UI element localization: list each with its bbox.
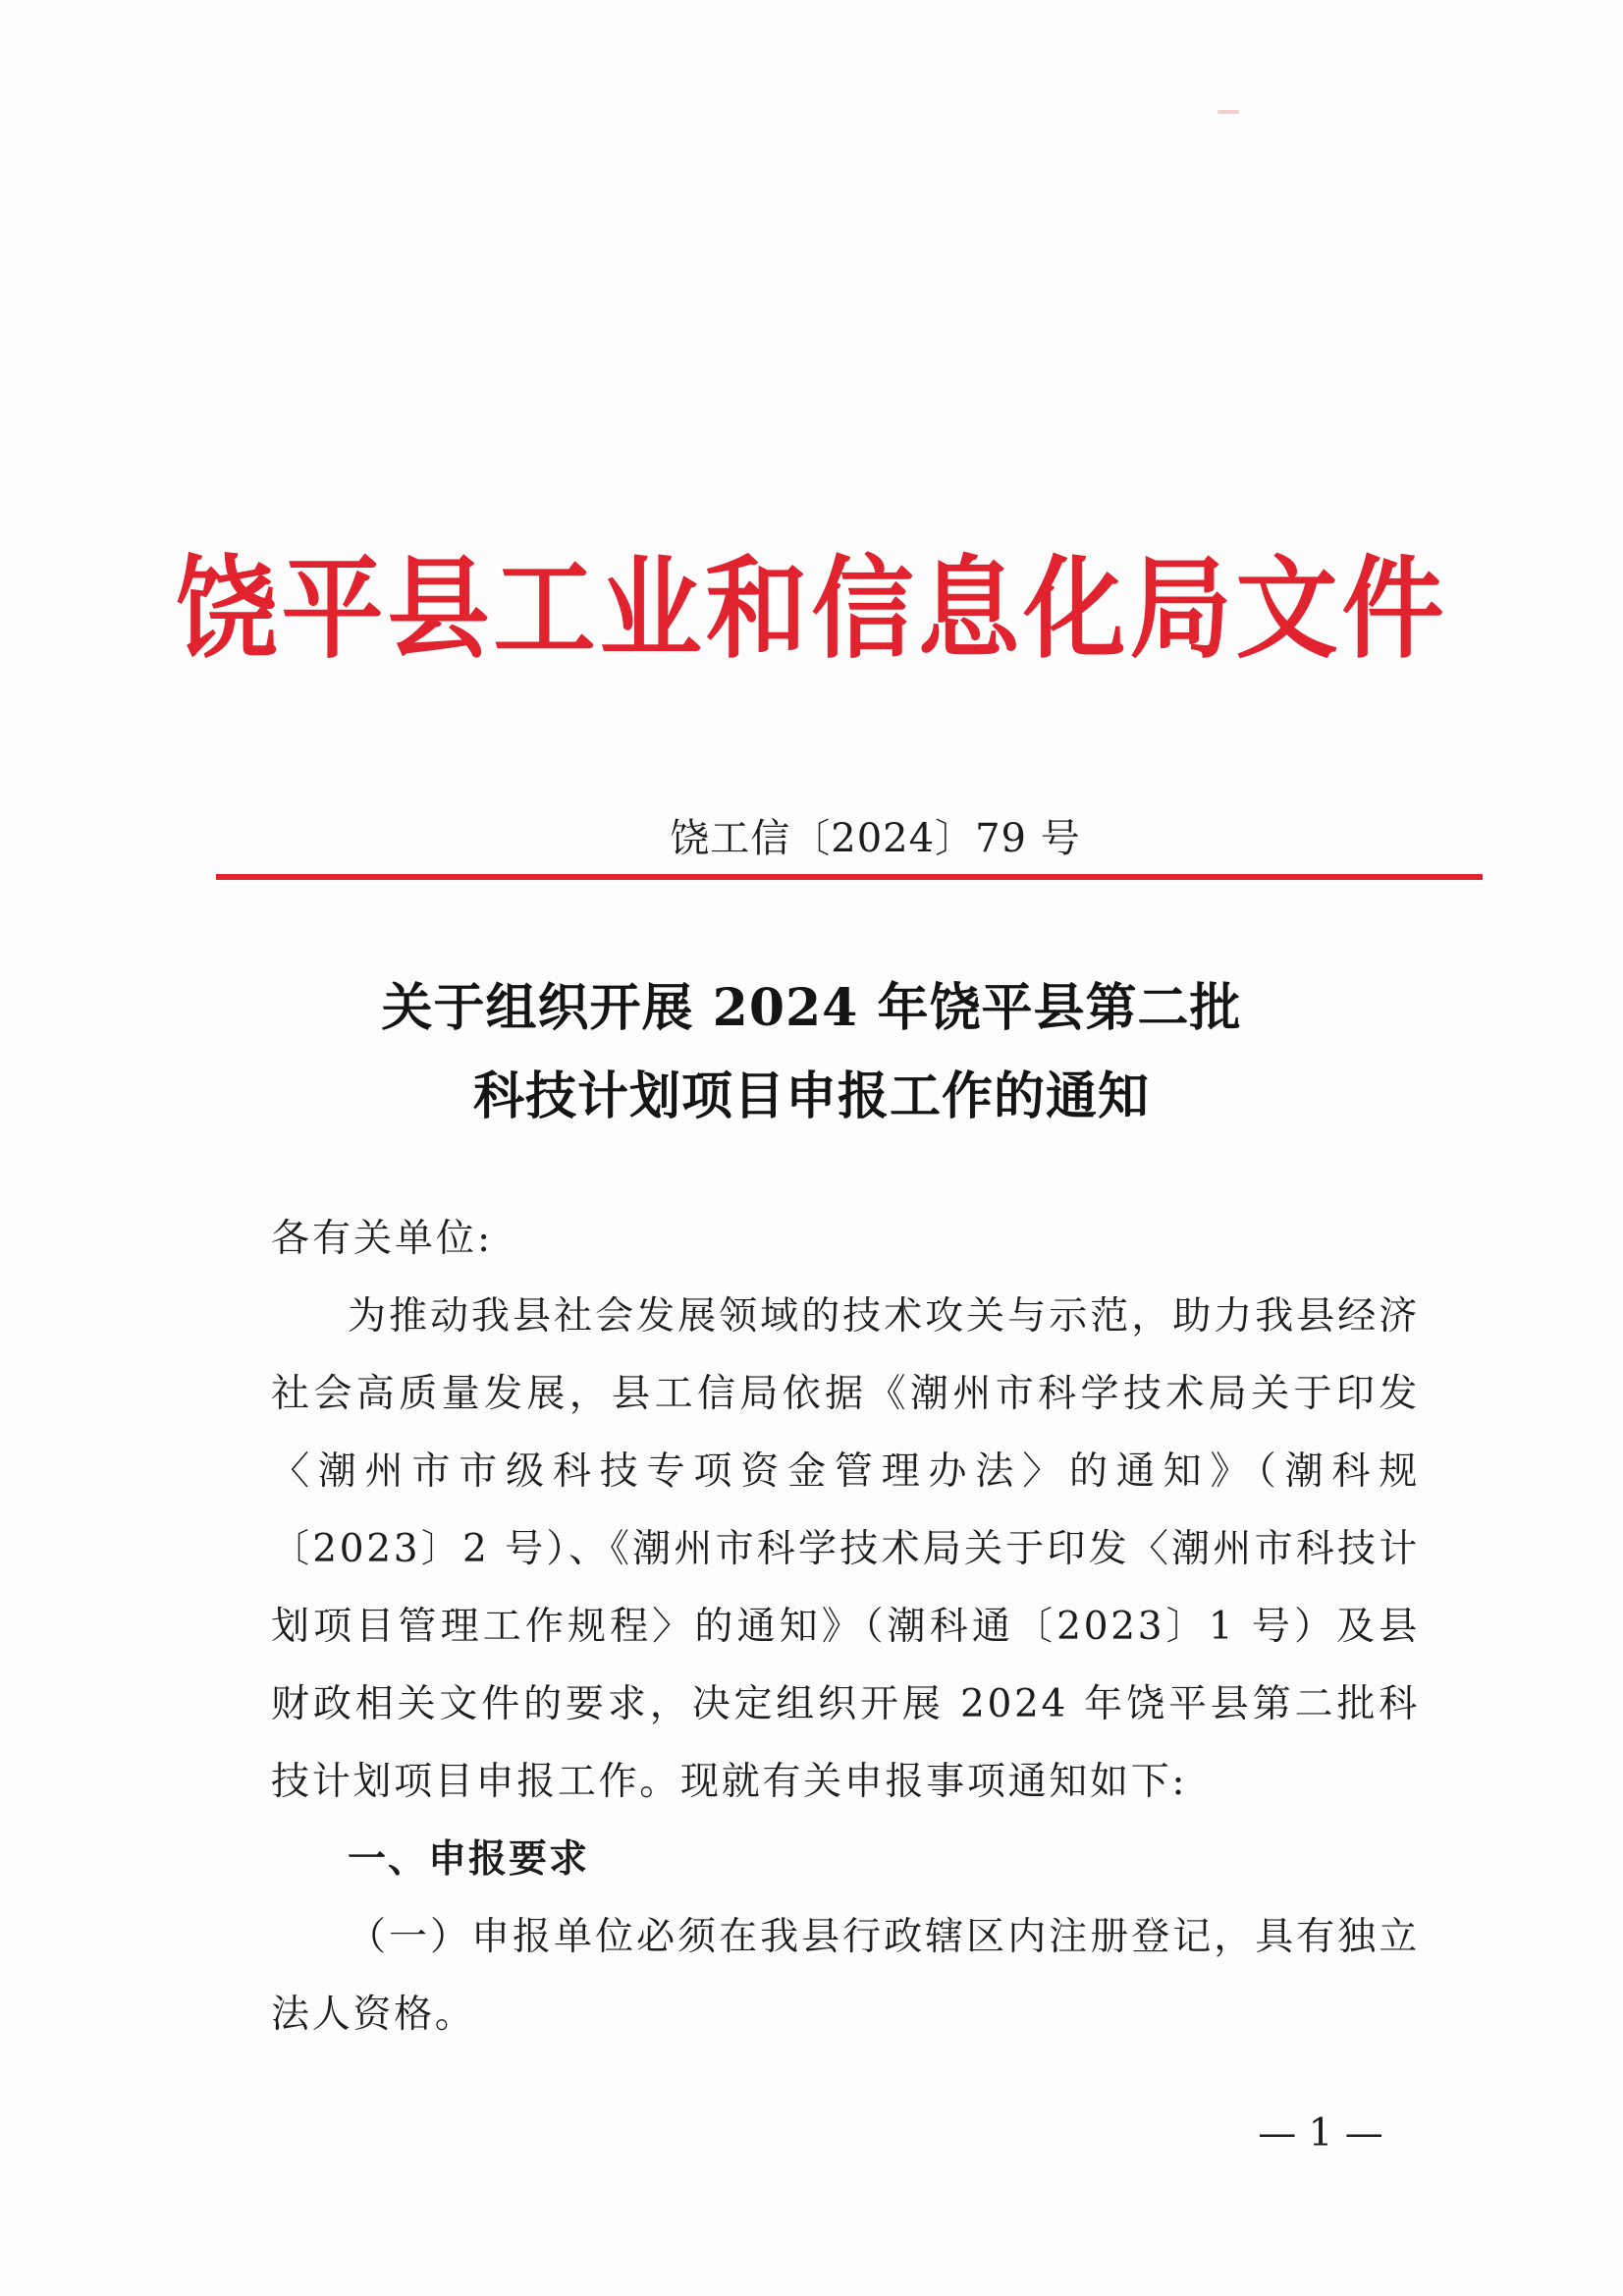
scan-speck bbox=[1217, 110, 1239, 114]
document-body bbox=[271, 1200, 1420, 2053]
red-divider-line bbox=[216, 874, 1483, 880]
salutation: 各有关单位: bbox=[271, 1217, 494, 1261]
intro-paragraph: 为推动我县社会发展领域的技术攻关与示范，助力我县经济社会高质量发展，县工信局依据《潮州市科学技术局关于印发〈潮州市市级科技专项资金管理办法〉的通知》（潮科规〔2023〕2 号）、《潮州市科学技术局关于印发〈潮州市科技计划项目管理工作规程〉的通知》（潮科通〔2023〕1 号）及县财政相关文件的要求，决定组织开展 2024 年饶平县第二批科技计划项目申报工作。现就有关申报事项通知如下: bbox=[271, 1294, 1420, 1804]
section-item-1: （一）申报单位必须在我县行政辖区内注册登记，具有独立法人资格。 bbox=[271, 1915, 1420, 2037]
document-number: 饶工信〔2024〕79 号 bbox=[670, 816, 1081, 861]
issuer-header: 饶平县工业和信息化局文件 bbox=[175, 544, 1448, 674]
section-heading: 一、申报要求 bbox=[348, 1837, 590, 1882]
title-line-2: 科技计划项目申报工作的通知 bbox=[472, 1066, 1150, 1126]
page-number: — 1 — bbox=[1258, 2111, 1383, 2156]
document-title bbox=[0, 964, 1623, 1141]
title-line-1: 关于组织开展 2024 年饶平县第二批 bbox=[381, 978, 1242, 1038]
